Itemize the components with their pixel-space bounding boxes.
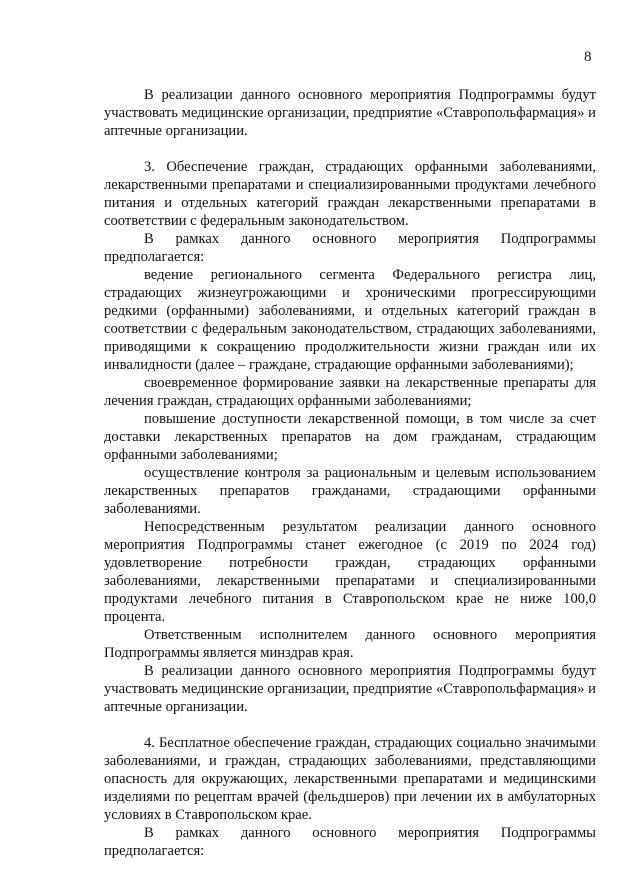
paragraph-executor-3: Ответственным исполнителем данного основного мероприятия Подпрограммы является минздрав края.: [104, 627, 596, 661]
paragraph-accessibility: повышение доступности лекарственной помощи, в том числе за счет доставки лекарственных препаратов на дом гражданам, страдающим орфанными заболеваниями;: [104, 411, 596, 463]
paragraph-control: осуществление контроля за рациональным и целевым использованием лекарственных препаратов гражданами, страдающими орфанными заболеваниями.: [104, 465, 596, 517]
paragraph-participants-3: В реализации данного основного мероприятия Подпрограммы будут участвовать медицинские организации, предприятие «Ставропольфармация» и аптечные организации.: [104, 663, 596, 715]
paragraph-application: своевременное формирование заявки на лекарственные препараты для лечения граждан, страдающих орфанными заболеваниями;: [104, 375, 596, 409]
page-number: 8: [584, 49, 592, 65]
paragraph-section-3-heading: 3. Обеспечение граждан, страдающих орфанными заболеваниями, лекарственными препаратами и специализированными продуктами лечебного питания и отдельных категорий граждан лекарственными препаратами в соответствии с федеральным законодательством.: [104, 159, 596, 229]
document-body: [104, 86, 596, 860]
paragraph-section-3-intro: В рамках данного основного мероприятия Подпрограммы предполагается:: [104, 231, 596, 265]
paragraph-registry: ведение регионального сегмента Федерального регистра лиц, страдающих жизнеугрожающими и хроническими прогрессирующими редкими (орфанными) заболеваниями, и отдельных категорий граждан в соответствии с федеральным законодательством, страдающих заболеваниями, приводящими к сокращению продолжительности жизни граждан или их инвалидности (далее – граждане, страдающие орфанными заболеваниями);: [104, 267, 596, 373]
paragraph-section-4-intro: В рамках данного основного мероприятия Подпрограммы предполагается:: [104, 825, 596, 859]
paragraph-participants-2: В реализации данного основного мероприятия Подпрограммы будут участвовать медицинские организации, предприятие «Ставропольфармация» и аптечные организации.: [104, 87, 596, 139]
paragraph-section-4-heading: 4. Бесплатное обеспечение граждан, страдающих социально значимыми заболеваниями, и граждан, страдающих заболеваниями, представляющими опасность для окружающих, лекарственными препаратами и медицинскими изделиями по рецептам врачей (фельдшеров) при лечении их в амбулаторных условиях в Ставропольском крае.: [104, 735, 596, 823]
paragraph-result-3: Непосредственным результатом реализации данного основного мероприятия Подпрограммы станет ежегодное (с 2019 по 2024 год) удовлетворение потребности граждан, страдающих орфанными заболеваниями, лекарственными препаратами и специализированными продуктами лечебного питания в Ставропольском крае не ниже 100,0 процента.: [104, 519, 596, 625]
